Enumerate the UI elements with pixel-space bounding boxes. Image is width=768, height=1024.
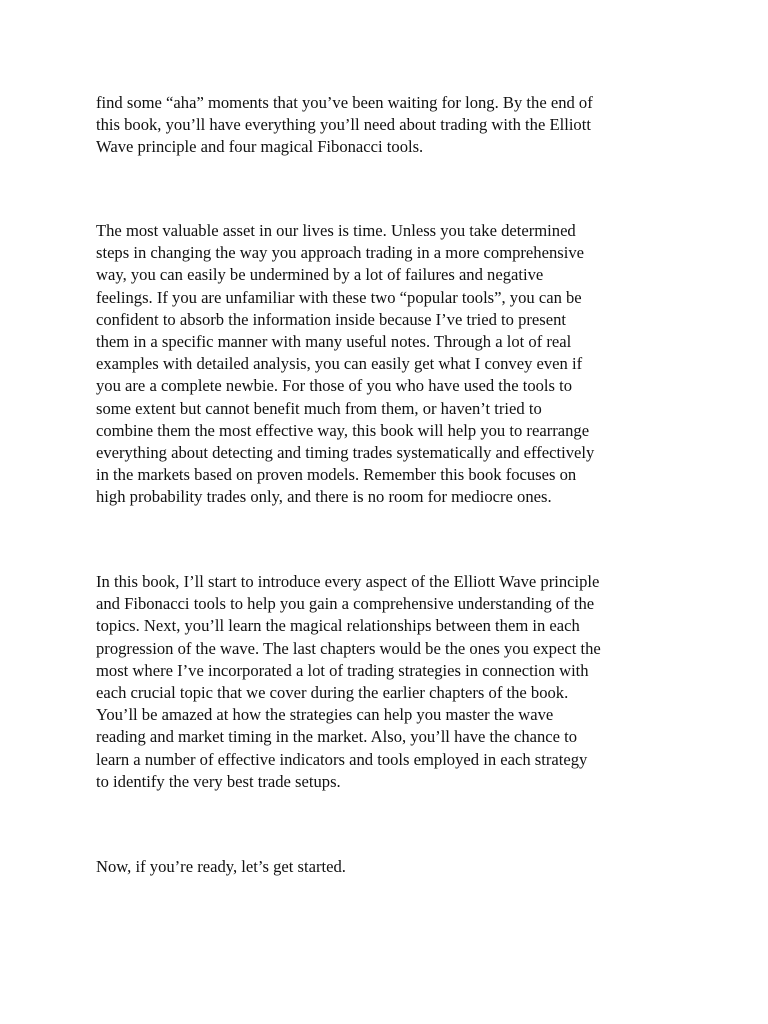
paragraph-line: Now, if you’re ready, let’s get started. bbox=[96, 857, 346, 876]
paragraph-line: examples with detailed analysis, you can easily get what I convey even if bbox=[96, 354, 583, 374]
paragraph-line: this book, you’ll have everything you’ll need about trading with the Elliott bbox=[96, 115, 591, 135]
paragraph-line: and Fibonacci tools to help you gain a comprehensive understanding of the bbox=[96, 594, 595, 614]
paragraph-line: steps in changing the way you approach trading in a more comprehensive bbox=[96, 243, 584, 263]
paragraph-line: to identify the very best trade setups. bbox=[96, 771, 341, 791]
paragraph-closing bbox=[96, 856, 676, 878]
paragraph-line: Wave principle and four magical Fibonacci tools. bbox=[96, 137, 424, 157]
paragraph-line: confident to absorb the information inside because I’ve tried to present bbox=[96, 309, 567, 329]
paragraph-line: The most valuable asset in our lives is time. Unless you take determined bbox=[96, 221, 576, 240]
paragraph-line: learn a number of effective indicators and tools employed in each strategy bbox=[96, 749, 588, 769]
paragraph-line: them in a specific manner with many useful notes. Through a lot of real bbox=[96, 332, 572, 352]
paragraph-line: combine them the most effective way, this book will help you to rearrange bbox=[96, 420, 590, 440]
paragraph-line: progression of the wave. The last chapters would be the ones you expect the bbox=[96, 638, 601, 658]
paragraph-line: in the markets based on proven models. Remember this book focuses on bbox=[96, 465, 577, 485]
paragraph-line: most where I’ve incorporated a lot of trading strategies in connection with bbox=[96, 660, 589, 680]
paragraph-line: way, you can easily be undermined by a lot of failures and negative bbox=[96, 265, 544, 285]
paragraph-line: find some “aha” moments that you’ve been waiting for long. By the end of bbox=[96, 93, 593, 112]
paragraph-time bbox=[96, 220, 676, 509]
paragraph-line: everything about detecting and timing trades systematically and effectively bbox=[96, 443, 595, 463]
paragraph-line: feelings. If you are unfamiliar with these two “popular tools”, you can be bbox=[96, 287, 582, 307]
paragraph-line: high probability trades only, and there is no room for mediocre ones. bbox=[96, 487, 552, 507]
paragraph-line: reading and market timing in the market. Also, you’ll have the chance to bbox=[96, 727, 578, 747]
paragraph-line: you are a complete newbie. For those of you who have used the tools to bbox=[96, 376, 573, 396]
paragraph-line: topics. Next, you’ll learn the magical relationships between them in each bbox=[96, 616, 580, 636]
paragraph-intro bbox=[96, 92, 676, 159]
paragraph-overview bbox=[96, 571, 676, 793]
paragraph-line: some extent but cannot benefit much from them, or haven’t tried to bbox=[96, 398, 542, 418]
paragraph-line: In this book, I’ll start to introduce every aspect of the Elliott Wave principle bbox=[96, 572, 600, 591]
paragraph-line: You’ll be amazed at how the strategies can help you master the wave bbox=[96, 705, 554, 725]
paragraph-line: each crucial topic that we cover during the earlier chapters of the book. bbox=[96, 683, 569, 703]
